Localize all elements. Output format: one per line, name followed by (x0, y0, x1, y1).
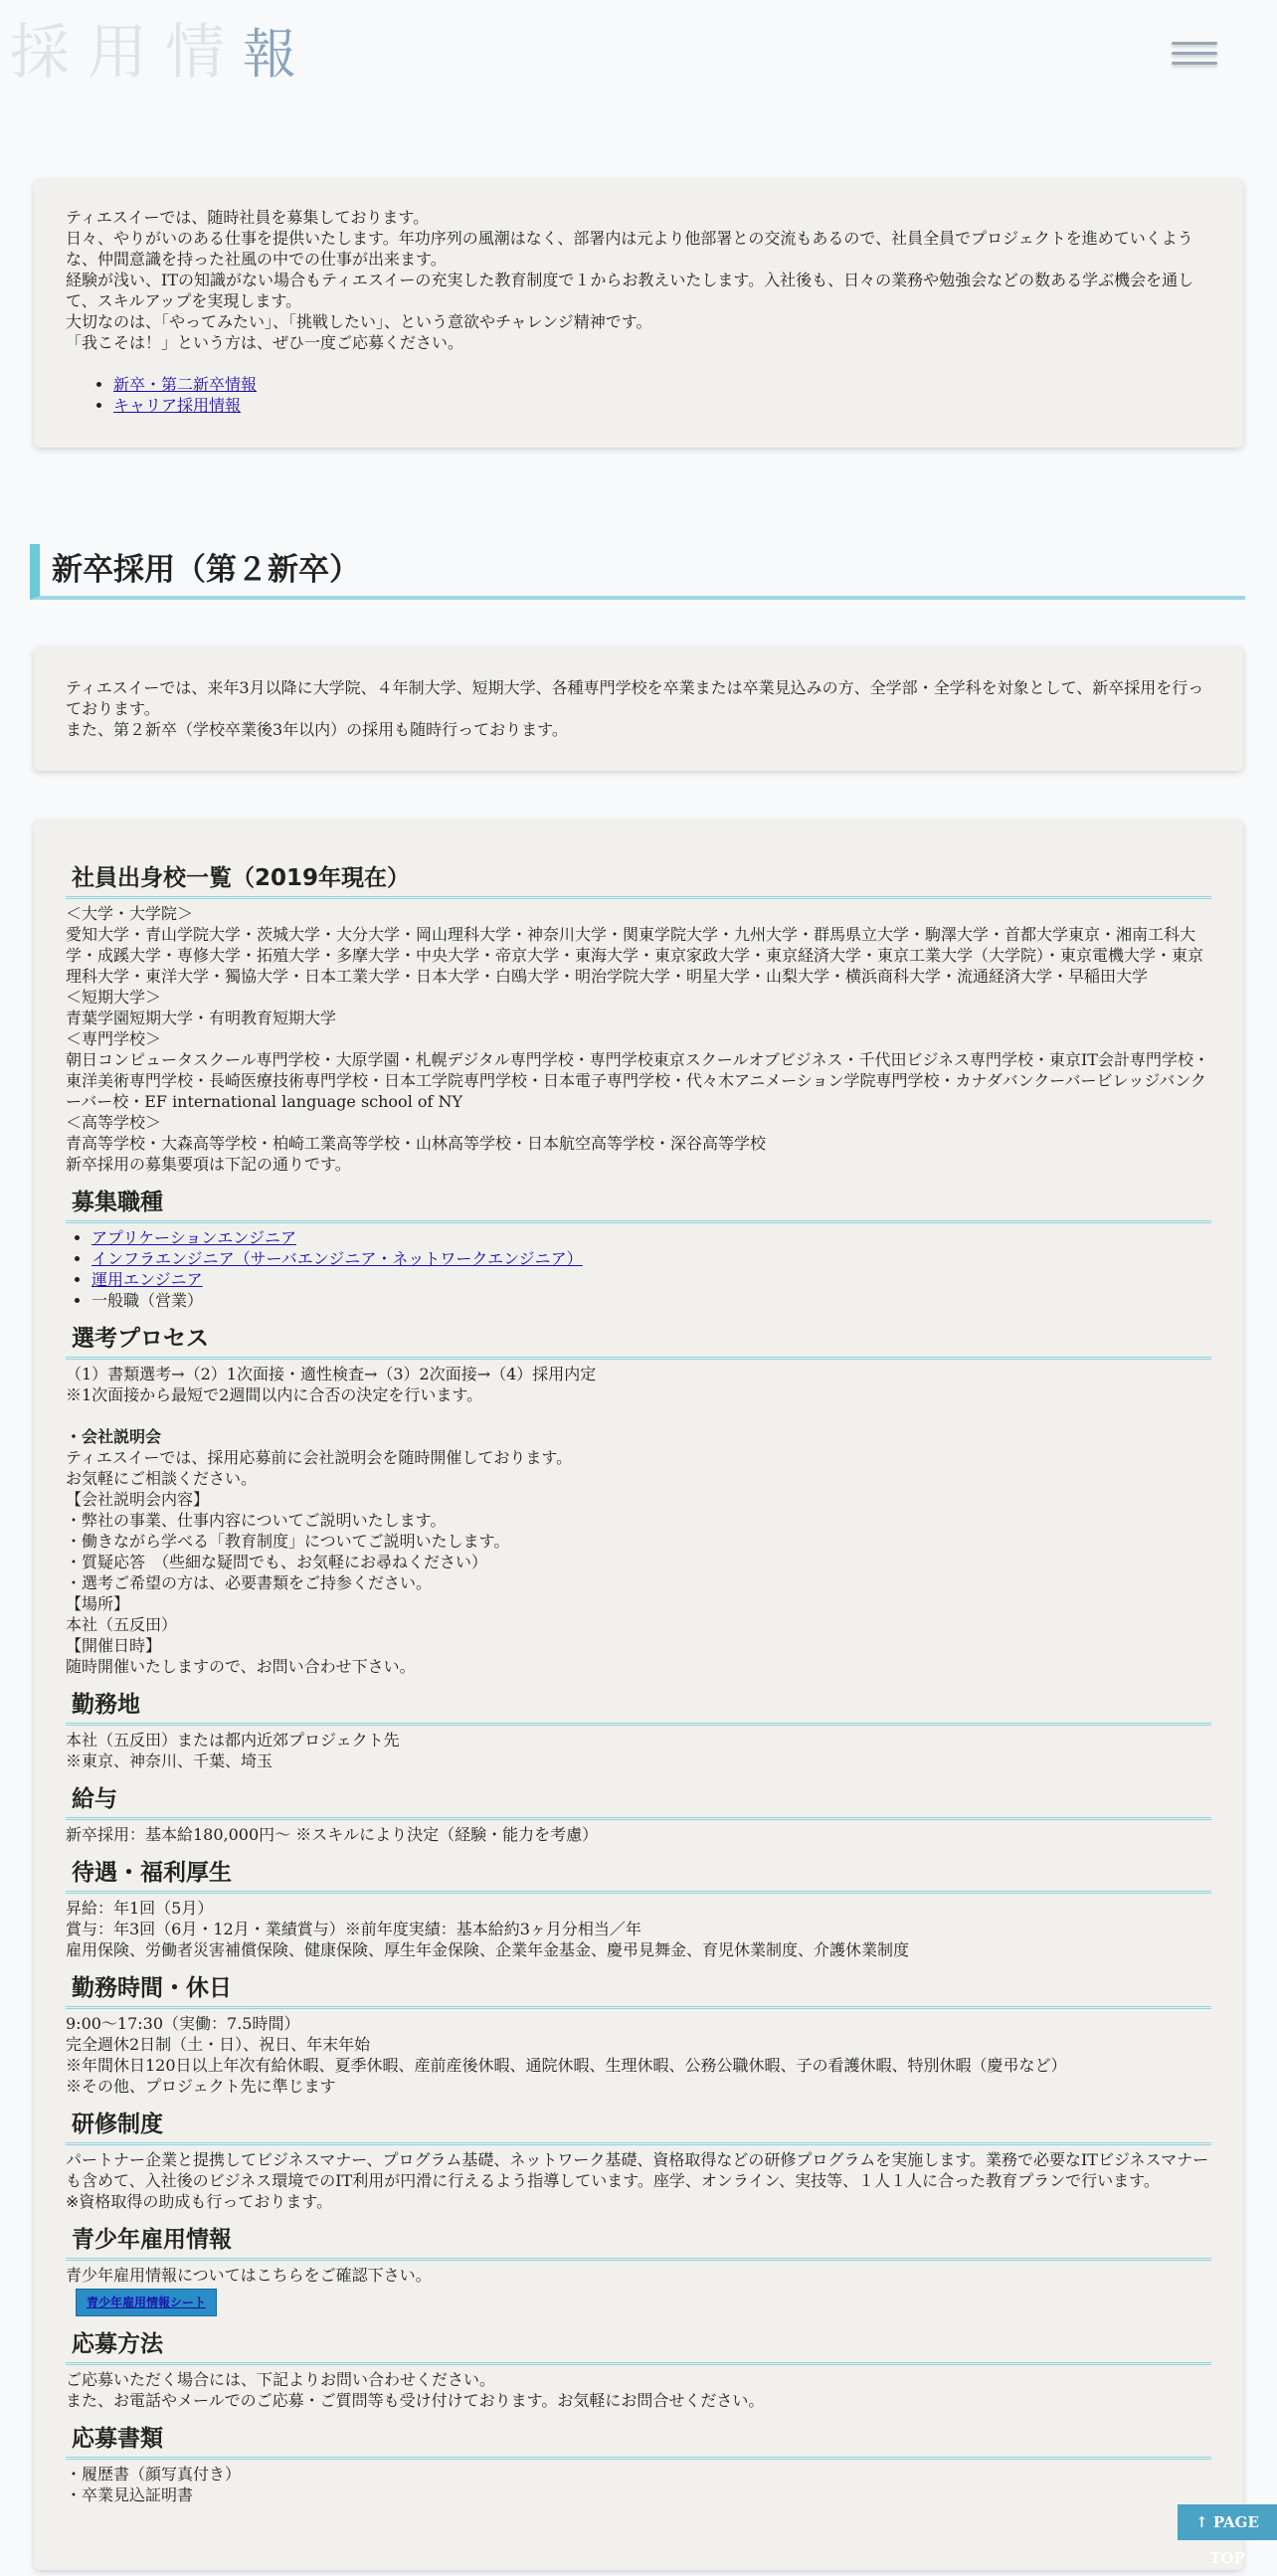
training-text: パートナー企業と提携してビジネスマナー、プログラム基礎、ネットワーク基礎、資格取得などの研修プログラムを実施します。業務で必要なITビジネスマナー も含めて、入社後のビジネス環境でのIT利用が円滑に行えるよう指導しています。座学、オンライン、実技等、１人１人に合った教育プランで行います。 ※資格取得の助成も行っております。 (66, 2150, 1209, 2211)
link-new-graduate[interactable]: 新卒・第二新卒情報 (113, 375, 258, 394)
youth-sheet-button[interactable]: 青少年雇用情報シート (76, 2289, 217, 2316)
youth-heading: 青少年雇用情報 (66, 2226, 1211, 2261)
overview-text: ティエスイーでは、来年3月以降に大学院、４年制大学、短期大学、各種専門学校を卒業または卒業見込みの方、全学部・全学科を対象として、新卒採用を行っ ております。 また、第２新卒（学校卒業後3年以内）の採用も随時行っております。 (66, 678, 1204, 739)
hours-text: 9:00〜17:30（実働：7.5時間） 完全週休2日制（土・日）、祝日、年末年始 ※年間休日120日以上年次有給休暇、夏季休暇、産前産後休暇、通院休暇、生理休暇、公務公職休暇、子の看護休暇、特別休暇（慶弔など） ※その他、プロジェクト先に準じます (66, 2014, 1067, 2096)
positions-list (66, 1227, 1211, 1311)
youth-text: 青少年雇用情報についてはこちらをご確認下さい。 (66, 2266, 432, 2285)
schools-heading: 社員出身校一覧（2019年現在） (66, 864, 1211, 899)
process-heading: 選考プロセス (66, 1325, 1211, 1360)
overview-card (34, 646, 1243, 771)
training-heading: 研修制度 (66, 2111, 1211, 2145)
salary-text: 新卒採用：基本給180,000円～ ※スキルにより決定（経験・能力を考慮） (66, 1825, 599, 1844)
list-item (91, 1248, 1211, 1269)
documents-text: ・履歴書（顔写真付き） ・卒業見込証明書 (66, 2465, 242, 2504)
details-card (34, 820, 1243, 2570)
list-item (91, 1269, 1211, 1290)
schools-text: ＜大学・大学院＞ 愛知大学・青山学院大学・茨城大学・大分大学・岡山理科大学・神奈川大学・関東学院大学・九州大学・群馬県立大学・駒澤大学・首都大学東京・湘南工科大 学・成蹊大学・専修大学・拓殖大学・多摩大学・中央大学・帝京大学・東海大学・東京家政大学・東京経済大学・東京工業大学（大学院）・東京電機大学・東京 理科大学・東洋大学・獨協大学・日本工業大学・日本大学・白鴎大学・明治学院大学・明星大学・山梨大学・横浜商科大学・流通経済大学・早稲田大学 ＜短期大学＞ 青葉学園短期大学・有明教育短期大学 ＜専門学校＞ 朝日コンピュータスクール専門学校・大原学園・札幌デジタル専門学校・専門学校東京スクールオブビジネス・千代田ビジネス専門学校・東京IT会計専門学校・ 東洋美術専門学校・長崎医療技術専門学校・日本工学院専門学校・日本電子専門学校・代々木アニメーション学院専門学校・カナダバンクーバービレッジバンク ーバー校・EF international language school of NY ＜高等学校＞ 青高等学校・大森高等学校・柏崎工業高等学校・山林高等学校・日本航空高等学校・深谷高等学校 新卒採用の募集要項は下記の通りです。 (66, 904, 1209, 1174)
list-item (113, 395, 1211, 416)
benefits-text: 昇給：年1回（5月） 賞与：年3回（6月・12月・業績賞与）※前年度実績：基本給約3ヶ月分相当／年 雇用保険、労働者災害補償保険、健康保険、厚生年金保険、企業年金基金、慶弔見舞金、育児休業制度、介護休業制度 (66, 1899, 910, 1959)
position-ops-engineer[interactable]: 運用エンジニア (91, 1270, 203, 1289)
benefits-heading: 待遇・福利厚生 (66, 1859, 1211, 1894)
hours-heading: 勤務時間・休日 (66, 1974, 1211, 2009)
list-item (113, 374, 1211, 395)
hamburger-menu-icon[interactable] (1172, 42, 1217, 76)
apply-text: ご応募いただく場合には、下記よりお問い合わせください。 また、お電話やメールでのご応募・ご質問等も受け付けております。お気軽にお問合せください。 (66, 2370, 765, 2410)
site-title-last: 報 (243, 23, 314, 86)
site-title (10, 18, 314, 90)
process-text: （1）書類選考→（2）1次面接・適性検査→（3）2次面接→（4）採用内定 ※1次面接から最短で2週間以内に合否の決定を行います。 ・会社説明会 ティエスイーでは、採用応募前に会社説明会を随時開催しております。 お気軽にご相談ください。 【会社説明会内容】 ・弊社の事業、仕事内容についてご説明いたします。 ・働きながら学べる「教育制度」についてご説明いたします。 ・質疑応答 （些細な疑問でも、お気軽にお尋ねください） ・選考ご希望の方は、必要書類をご持参ください。 【場所】 本社（五反田） 【開催日時】 随時開催いたしますので、お問い合わせ下さい。 (66, 1365, 597, 1676)
link-career[interactable]: キャリア採用情報 (113, 396, 242, 415)
intro-links (66, 374, 1211, 416)
apply-heading: 応募方法 (66, 2330, 1211, 2365)
location-heading: 勤務地 (66, 1691, 1211, 1726)
positions-heading: 募集職種 (66, 1189, 1211, 1223)
location-text: 本社（五反田）または都内近郊プロジェクト先 ※東京、神奈川、千葉、埼玉 (66, 1731, 400, 1770)
position-infra-engineer[interactable]: インフラエンジニア（サーバエンジニア・ネットワークエンジニア） (91, 1249, 583, 1268)
position-app-engineer[interactable]: アプリケーションエンジニア (91, 1228, 297, 1247)
page-top-button[interactable]: ↑ PAGE TOP (1178, 2504, 1277, 2540)
salary-heading: 給与 (66, 1785, 1211, 1820)
intro-card (34, 179, 1243, 448)
position-general: 一般職（営業） (91, 1291, 204, 1310)
section-title: 新卒採用（第２新卒） (30, 544, 1245, 600)
intro-text: ティエスイーでは、随時社員を募集しております。 日々、やりがいのある仕事を提供いたします。年功序列の風潮はなく、部署内は元より他部署との交流もあるので、社員全員でプロジェクトを進めていくよう な、仲間意識を持った社風の中での仕事が出来ます。 経験が浅い、ITの知識がない場合もティエスイーの充実した教育制度で１からお教えいたします。入社後も、日々の業務や勉強会などの数ある学ぶ機会を通し て、スキルアップを実現します。 大切なのは、「やってみたい」、「挑戦したい」、という意欲やチャレンジ精神です。 「我こそは！」という方は、ぜひ一度ご応募ください。 (66, 208, 1194, 352)
list-item (91, 1227, 1211, 1248)
documents-heading: 応募書類 (66, 2425, 1211, 2460)
site-title-main: 採用情 (10, 18, 243, 88)
list-item (91, 1290, 1211, 1311)
session-heading: ・会社説明会 (66, 1427, 162, 1446)
